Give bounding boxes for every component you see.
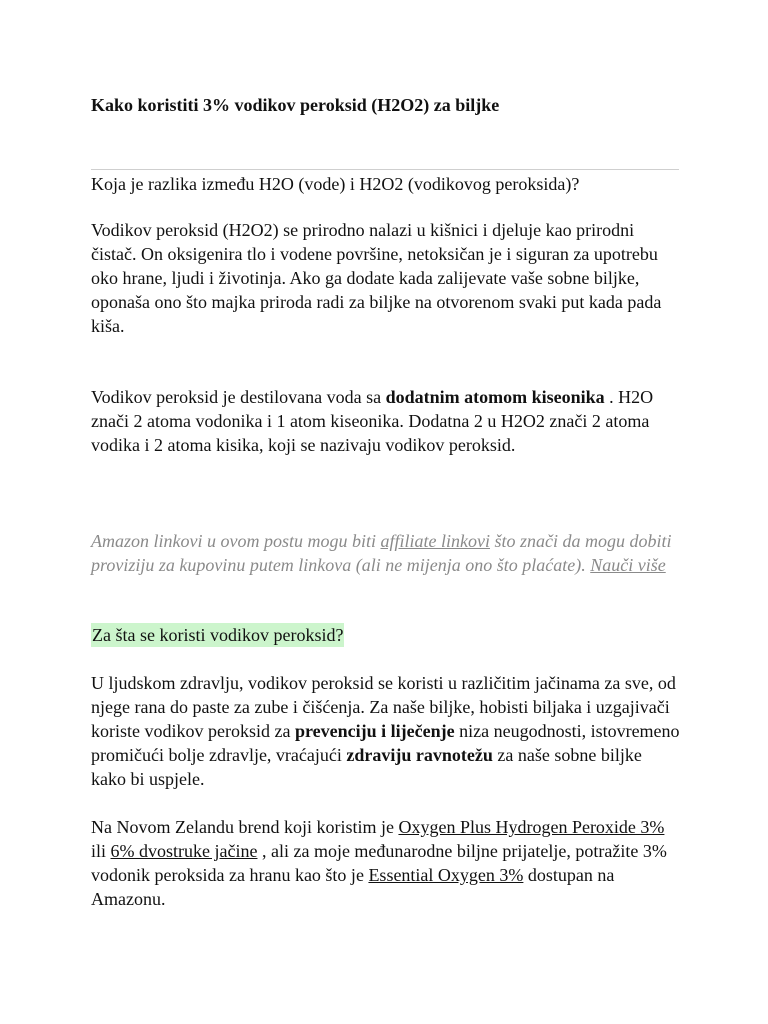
disclaimer-text: što znači da mogu dobiti proviziju za kupovinu putem linkova (ali ne mijenja ono što plaćate). — [91, 531, 672, 575]
disclaimer-text: Amazon linkovi u ovom postu mogu biti — [91, 531, 381, 551]
paragraph-definition — [91, 385, 681, 457]
essential-oxygen-link[interactable]: Essential Oxygen 3% — [368, 865, 524, 885]
affiliate-disclaimer — [91, 529, 681, 577]
oxygen-plus-link[interactable]: Oxygen Plus Hydrogen Peroxide 3% — [398, 817, 665, 837]
page-title: Kako koristiti 3% vodikov peroksid (H2O2) za biljke — [91, 95, 500, 115]
paragraph-text: . H2O znači 2 atoma vodonika i 1 atom kiseonika. Dodatna 2 u H2O2 znači 2 atoma vodika i 2 atoma kisika, koji se nazivaju vodikov peroksid. — [91, 387, 654, 455]
learn-more-link[interactable]: Nauči više — [590, 555, 666, 575]
paragraph-text: , ali za moje međunarodne biljne prijatelje, potražite 3% vodonik peroksida za hranu kao što je — [91, 841, 667, 885]
question-text: Koja je razlika između H2O (vode) i H2O2 (vodikovog peroksida)? — [91, 174, 580, 194]
paragraph-text: ili — [91, 841, 111, 861]
bold-text: zdraviju ravnotežu — [346, 745, 493, 765]
paragraph-text: Na Novom Zelandu brend koji koristim je — [91, 817, 399, 837]
paragraph-intro: Vodikov peroksid (H2O2) se prirodno nalazi u kišnici i djeluje kao prirodni čistač. On oksigenira tlo i vodene površine, netoksičan je i siguran za upotrebu oko hrane, ljudi i životinja. Ako ga dodate kada zalijevate vaše sobne biljke, oponaša ono što majka priroda radi za biljke na otvorenom svaki put kada pada kiša. — [91, 220, 662, 336]
paragraph-text: za naše sobne biljke kako bi uspjele. — [91, 745, 642, 789]
affiliate-links-link[interactable]: affiliate linkovi — [380, 531, 490, 551]
paragraph-text: dostupan na Amazonu. — [91, 865, 615, 909]
paragraph-text: niza neugodnosti, istovremeno promičući bolje zdravlje, vraćajući — [91, 721, 680, 765]
horizontal-divider — [91, 169, 679, 170]
paragraph-text: Vodikov peroksid je destilovana voda sa — [91, 387, 386, 407]
double-strength-link[interactable]: 6% dvostruke jačine — [110, 841, 258, 861]
paragraph-text: U ljudskom zdravlju, vodikov peroksid se koristi u različitim jačinama za sve, od njege rana do paste za zube i čišćenja. Za naše biljke, hobisti biljaka i uzgajivači koriste vodikov peroksid za — [91, 673, 676, 741]
paragraph-uses — [91, 671, 681, 791]
paragraph-brands — [91, 815, 681, 911]
section-heading: Za šta se koristi vodikov peroksid? — [92, 625, 344, 645]
bold-text: prevenciju i liječenje — [294, 721, 455, 741]
bold-text: dodatnim atomom kiseonika — [385, 387, 605, 407]
